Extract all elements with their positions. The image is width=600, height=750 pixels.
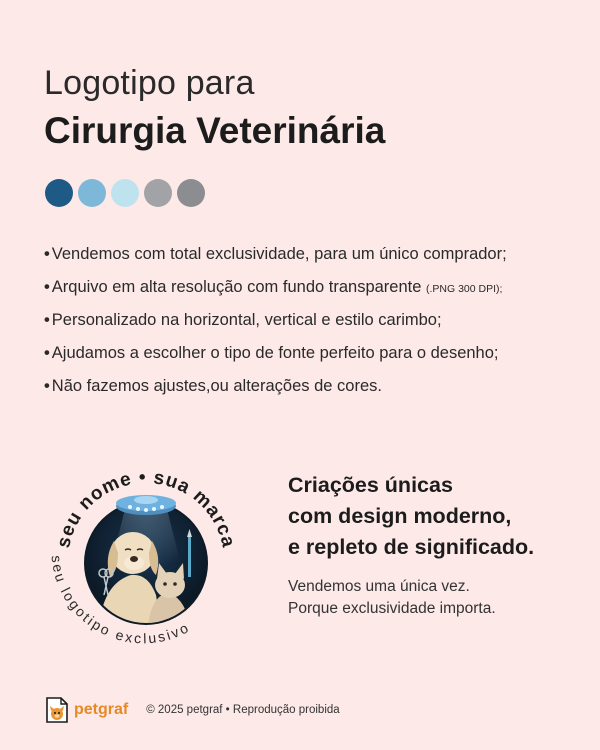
footer	[44, 695, 340, 725]
color-swatch	[111, 179, 139, 207]
feature-text: Arquivo em alta resolução com fundo transparente	[51, 278, 426, 296]
subtext	[288, 576, 496, 620]
feature-text: Não fazemos ajustes,ou alterações de cores.	[51, 377, 382, 395]
feature-item	[44, 243, 507, 276]
petgraf-logo-icon	[44, 695, 70, 725]
headline-line: e repleto de significado.	[288, 535, 535, 559]
headline-line: com design moderno,	[288, 504, 512, 528]
bullet-dot-icon: •	[44, 344, 50, 362]
subtext-line: Vendemos uma única vez.	[288, 578, 470, 595]
color-swatch	[78, 179, 106, 207]
surgical-lamp-icon	[116, 495, 176, 515]
color-palette	[45, 179, 205, 207]
color-swatch	[45, 179, 73, 207]
feature-note: (.PNG 300 DPI);	[426, 283, 503, 295]
emblem-bottom-text: seu logotipo exclusivo	[48, 554, 193, 647]
color-swatch	[177, 179, 205, 207]
bullet-dot-icon: •	[44, 311, 50, 329]
logo-emblem	[36, 445, 256, 665]
feature-list	[44, 243, 507, 408]
feature-item	[44, 309, 507, 342]
copyright: © 2025 petgraf • Reprodução proibida	[146, 704, 340, 716]
feature-text: Vendemos com total exclusividade, para um único comprador;	[51, 245, 507, 263]
emblem-top-text: seu nome • sua marca	[53, 466, 239, 550]
feature-text: Ajudamos a escolher o tipo de fonte perfeito para o desenho;	[51, 344, 499, 362]
color-swatch	[144, 179, 172, 207]
bullet-dot-icon: •	[44, 278, 50, 296]
brand-name: petgraf	[74, 701, 129, 718]
page-title-light: Logotipo para	[44, 64, 255, 102]
headline	[288, 470, 534, 563]
feature-text: Personalizado na horizontal, vertical e estilo carimbo;	[51, 311, 442, 329]
subtext-line: Porque exclusividade importa.	[288, 600, 496, 617]
page-title: Cirurgia Veterinária	[44, 110, 386, 151]
feature-item	[44, 276, 507, 309]
bullet-dot-icon: •	[44, 245, 50, 263]
feature-item	[44, 375, 507, 408]
headline-line: Criações únicas	[288, 473, 453, 497]
feature-item	[44, 342, 507, 375]
bullet-dot-icon: •	[44, 377, 50, 395]
